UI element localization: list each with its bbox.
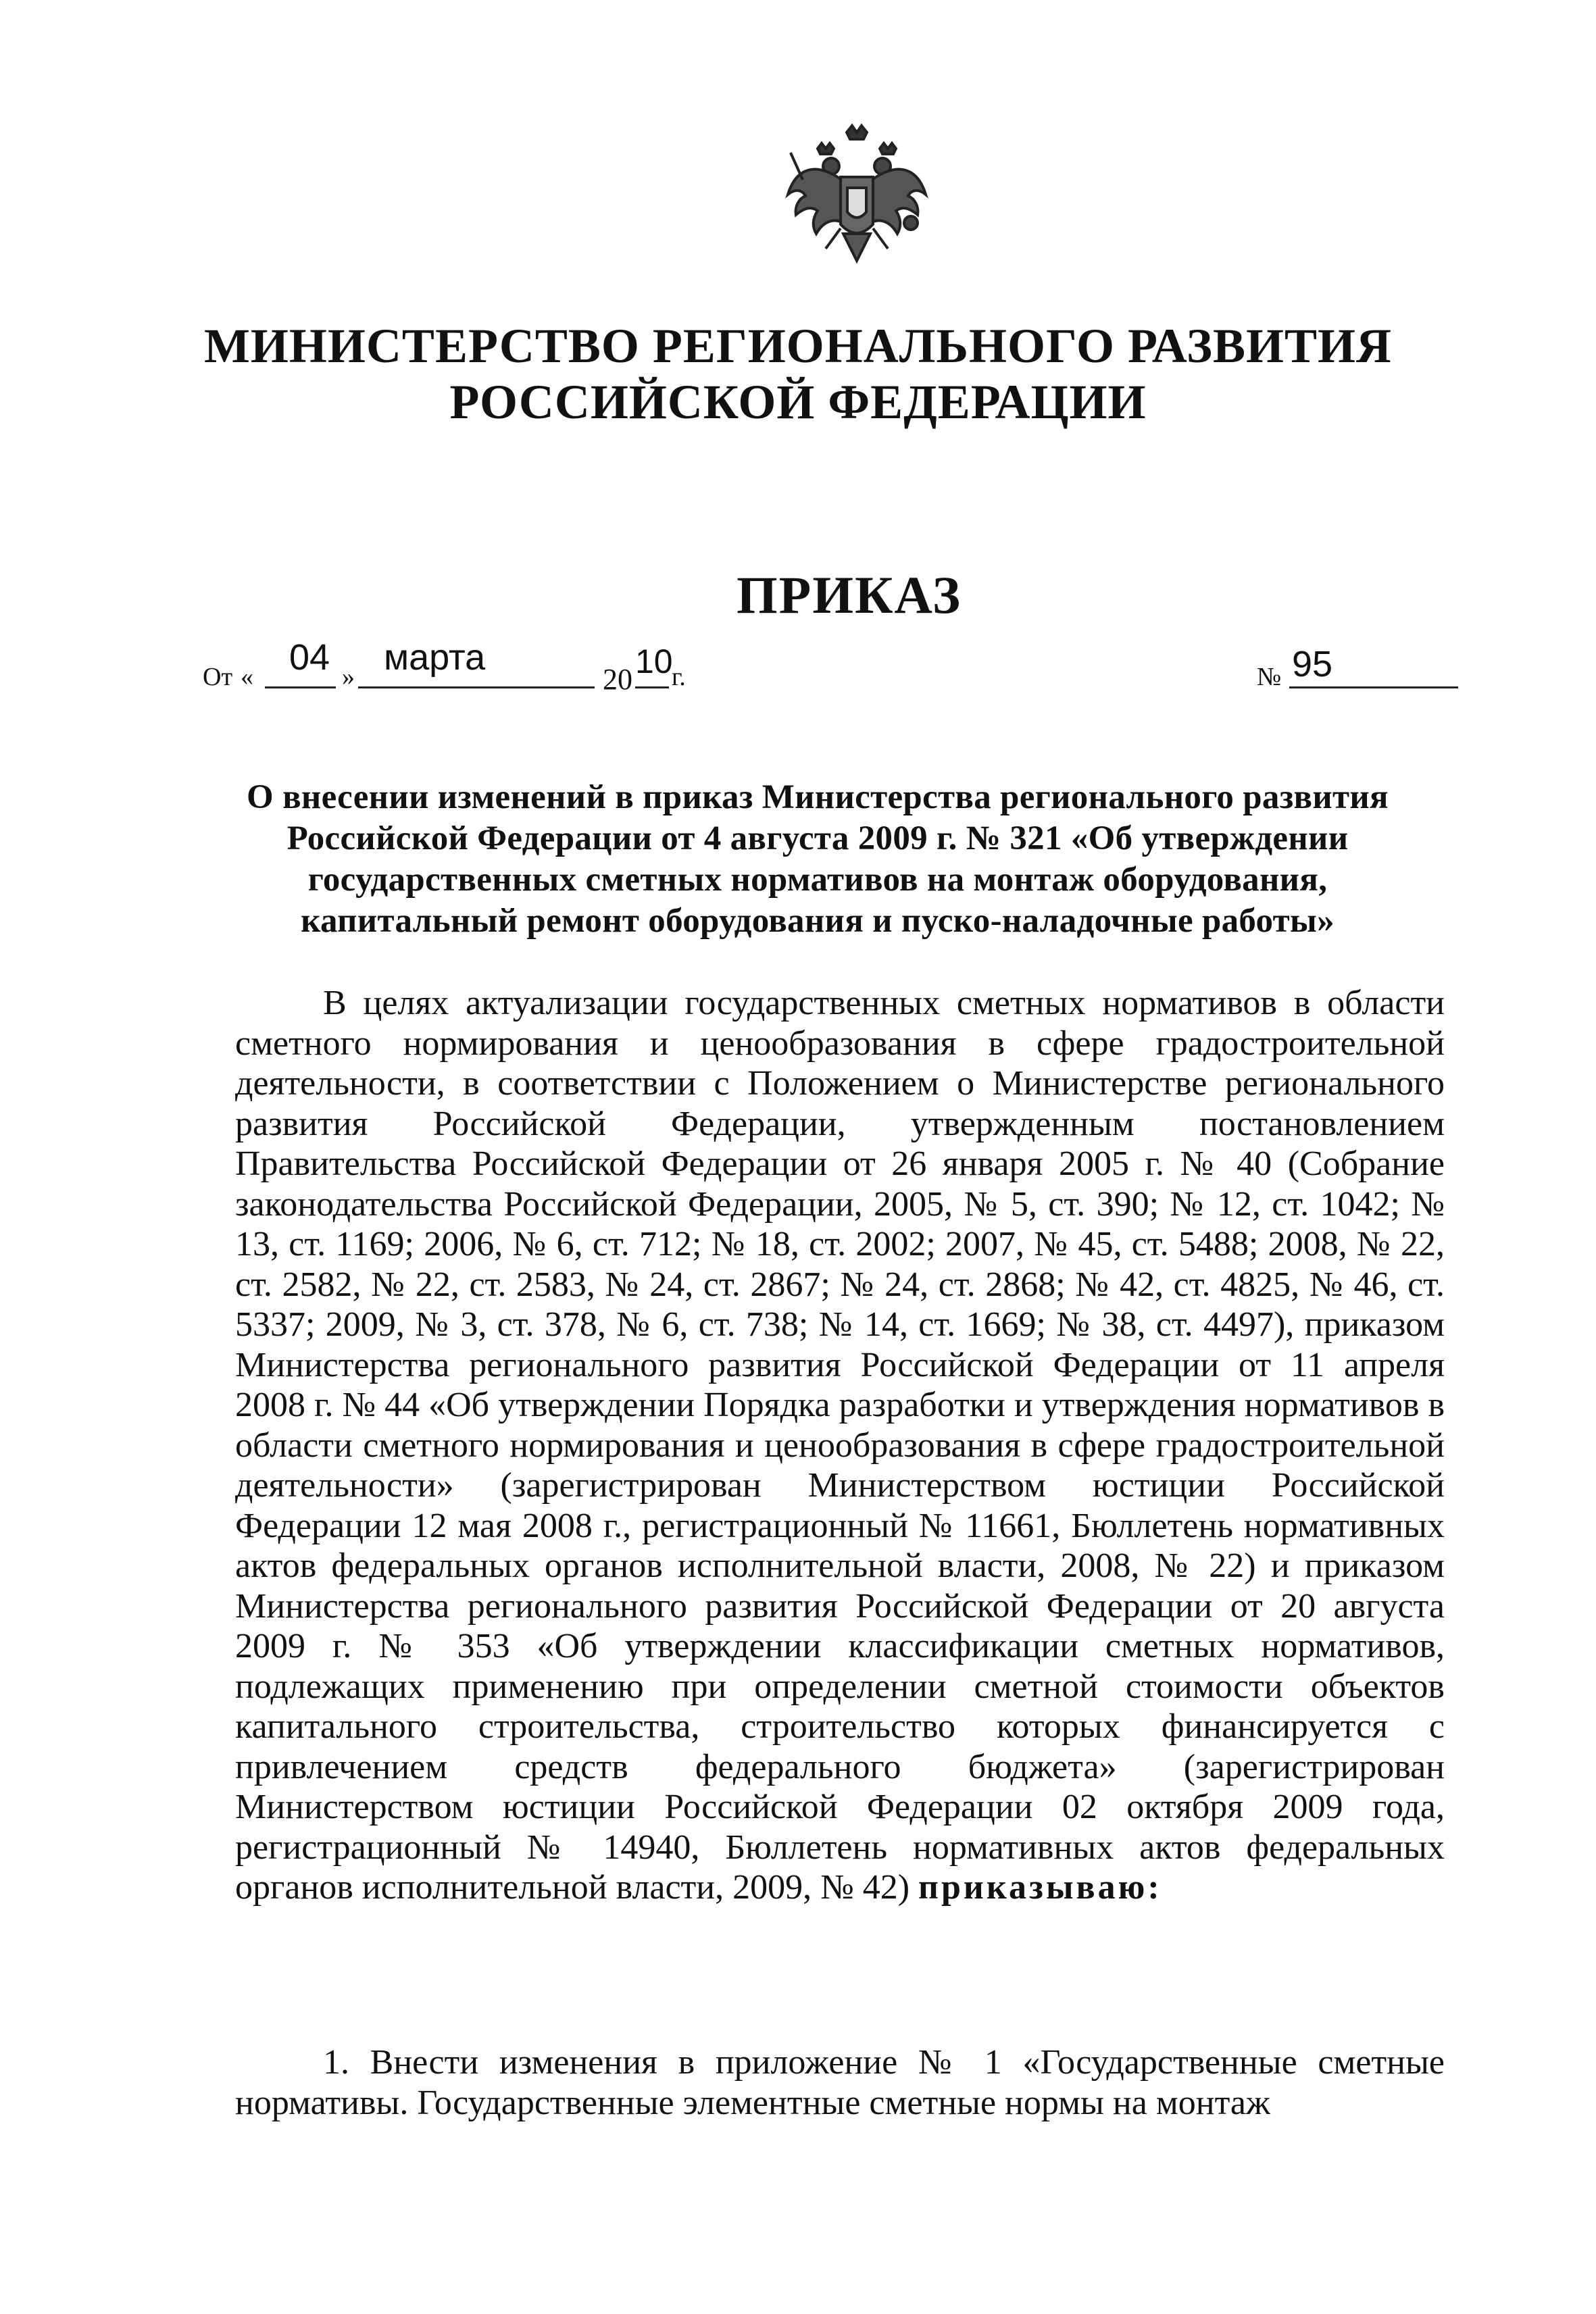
ministry-name-line1: МИНИСТЕРСТВО РЕГИОНАЛЬНОГО РАЗВИТИЯ (203, 319, 1393, 373)
date-close-quote: » (342, 663, 355, 691)
coat-of-arms-emblem (776, 120, 938, 282)
document-type-title: ПРИКАЗ (737, 565, 962, 624)
date-year-handwritten: 10 (635, 643, 673, 680)
year-underline (635, 686, 669, 688)
date-day: 04 (289, 637, 330, 678)
body-paragraph-2: 1. Внести изменения в приложение № 1 «Государственные сметные нормативы. Государственные элементные сметные нормы на монтаж (235, 2043, 1445, 2122)
date-prefix: От (203, 663, 233, 691)
date-year-printed: 20 (603, 663, 632, 696)
number-label: № (1257, 663, 1282, 691)
date-month: марта (384, 637, 486, 678)
ministry-name-line2: РОССИЙСКОЙ ФЕДЕРАЦИИ (449, 375, 1147, 429)
date-open-quote: « (241, 663, 253, 691)
body-paragraph-1-text: В целях актуализации государственных сметных нормативов в области сметного нормирования и ценообразования в сфере градостроительной деятельности, в соответствии с Положением о Министерстве регионального развития Российской Федерации, утвержденным постановлением Правительства Российской Федерации от 26 января 2005 г. № 40 (Собрание законодательства Российской Федерации, 2005, № 5, ст. 390; № 12, ст. 1042; № 13, ст. 1169; 2006, № 6, ст. 712; № 18, ст. 2002; 2007, № 45, ст. 5488; 2008, № 22, ст. 2582, № 22, ст. 2583, № 24, ст. 2867; № 24, ст. 2868; № 42, ст. 4825, № 46, ст. 5337; 2009, № 3, ст. 378, № 6, ст. 738; № 14, ст. 1669; № 38, ст. 4497), приказом Министерства регионального развития Российской Федерации от 11 апреля 2008 г. № 44 «Об утверждении Порядка разработки и утверждения нормативов в области сметного нормирования и ценообразования в сфере градостроительной деятельности» (зарегистрирован Министерством юстиции Российской Федерации 12 мая 2008 г., регистрационный № 11661, Бюллетень нормативных актов федеральных органов исполнительной власти, 2008, № 22) и приказом Министерства регионального развития Российской Федерации от 20 августа 2009 г. № 353 «Об утверждении классификации сметных нормативов, подлежащих применению при определении сметной стоимости объектов капитального строительства, строительство которых финансируется с привлечением средств федерального бюджета» (зарегистрирован Министерством юстиции Российской Федерации 02 октября 2009 года, регистрационный № 14940, Бюллетень нормативных актов федеральных органов исполнительной власти, 2009, № 42) (235, 984, 1445, 1907)
order-subject-heading: О внесении изменений в приказ Министерства регионального развития Российской Федерации от 4 августа 2009 г. № 321 «Об утверждении государственных сметных нормативов на монтаж оборудования, капитальный ремонт оборудования и пуско-наладочные работы» (247, 778, 1389, 940)
month-underline (358, 686, 595, 688)
date-year-suffix: г. (672, 663, 686, 691)
order-number: 95 (1292, 644, 1333, 684)
day-underline (265, 686, 336, 688)
body-paragraph-1 (235, 983, 1445, 1908)
date-number-row (203, 628, 1460, 703)
number-underline (1289, 686, 1458, 688)
decree-word: приказываю: (918, 1868, 1162, 1907)
